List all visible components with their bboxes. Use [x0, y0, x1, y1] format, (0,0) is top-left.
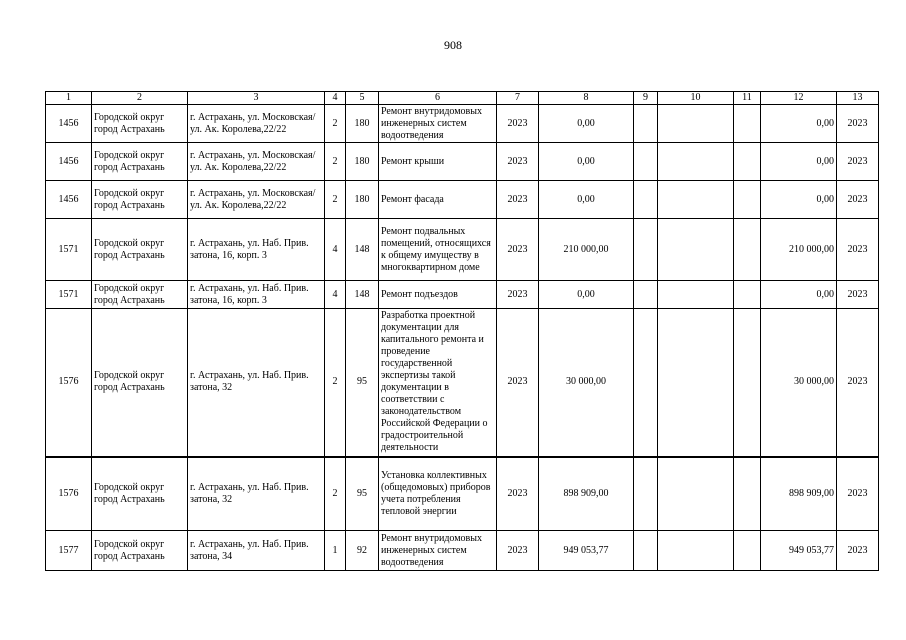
cell-work-type: Ремонт внутридомовых инженерных систем водоотведения	[379, 105, 497, 143]
column-header: 9	[634, 92, 658, 105]
cell-amount-total: 210 000,00	[761, 219, 837, 281]
cell-amount-total: 0,00	[761, 143, 837, 181]
cell-col4: 2	[325, 457, 346, 531]
cell-work-type: Ремонт внутридомовых инженерных систем водоотведения	[379, 531, 497, 571]
cell-col9	[634, 281, 658, 309]
cell-col5: 180	[346, 143, 379, 181]
cell-address: г. Астрахань, ул. Наб. Прив. затона, 16, корп. 3	[188, 281, 325, 309]
cell-col4: 1	[325, 531, 346, 571]
cell-address: г. Астрахань, ул. Московская/ ул. Ак. Королева,22/22	[188, 105, 325, 143]
table-row	[46, 281, 879, 309]
cell-year: 2023	[497, 457, 539, 531]
cell-work-type: Ремонт подвальных помещений, относящихся к общему имуществу в многоквартирном доме	[379, 219, 497, 281]
cell-municipality: Городской округ город Астрахань	[92, 105, 188, 143]
cell-municipality: Городской округ город Астрахань	[92, 457, 188, 531]
cell-col9	[634, 105, 658, 143]
cell-col9	[634, 531, 658, 571]
cell-amount: 949 053,77	[539, 531, 634, 571]
cell-col11	[734, 143, 761, 181]
cell-address: г. Астрахань, ул. Наб. Прив. затона, 32	[188, 309, 325, 457]
cell-col9	[634, 219, 658, 281]
cell-amount-total: 0,00	[761, 181, 837, 219]
cell-amount-total: 30 000,00	[761, 309, 837, 457]
cell-municipality: Городской округ город Астрахань	[92, 181, 188, 219]
cell-id: 1576	[46, 457, 92, 531]
cell-id: 1576	[46, 309, 92, 457]
column-header: 10	[658, 92, 734, 105]
cell-year: 2023	[497, 143, 539, 181]
cell-col5: 95	[346, 309, 379, 457]
column-header: 2	[92, 92, 188, 105]
cell-year: 2023	[497, 531, 539, 571]
cell-amount: 0,00	[539, 181, 634, 219]
cell-col5: 180	[346, 105, 379, 143]
cell-address: г. Астрахань, ул. Московская/ ул. Ак. Королева,22/22	[188, 143, 325, 181]
cell-amount: 210 000,00	[539, 219, 634, 281]
cell-col11	[734, 457, 761, 531]
cell-address: г. Астрахань, ул. Московская/ ул. Ак. Королева,22/22	[188, 181, 325, 219]
cell-end-year: 2023	[837, 105, 879, 143]
cell-col4: 2	[325, 105, 346, 143]
cell-address: г. Астрахань, ул. Наб. Прив. затона, 34	[188, 531, 325, 571]
cell-col5: 148	[346, 219, 379, 281]
cell-year: 2023	[497, 281, 539, 309]
table-row	[46, 105, 879, 143]
cell-col4: 2	[325, 181, 346, 219]
column-header: 7	[497, 92, 539, 105]
cell-col10	[658, 457, 734, 531]
cell-amount: 0,00	[539, 281, 634, 309]
cell-id: 1577	[46, 531, 92, 571]
cell-municipality: Городской округ город Астрахань	[92, 309, 188, 457]
cell-amount-total: 0,00	[761, 281, 837, 309]
cell-col4: 2	[325, 309, 346, 457]
table-row	[46, 531, 879, 571]
column-header: 13	[837, 92, 879, 105]
cell-col5: 92	[346, 531, 379, 571]
cell-col4: 4	[325, 219, 346, 281]
cell-col11	[734, 531, 761, 571]
cell-id: 1456	[46, 105, 92, 143]
cell-col10	[658, 143, 734, 181]
cell-end-year: 2023	[837, 181, 879, 219]
cell-col4: 4	[325, 281, 346, 309]
cell-id: 1571	[46, 281, 92, 309]
table-row	[46, 143, 879, 181]
table-row	[46, 219, 879, 281]
cell-municipality: Городской округ город Астрахань	[92, 143, 188, 181]
cell-col10	[658, 309, 734, 457]
column-header: 12	[761, 92, 837, 105]
cell-amount: 30 000,00	[539, 309, 634, 457]
cell-col11	[734, 181, 761, 219]
cell-amount-total: 0,00	[761, 105, 837, 143]
column-number-row	[46, 92, 879, 105]
cell-municipality: Городской округ город Астрахань	[92, 281, 188, 309]
column-header: 4	[325, 92, 346, 105]
cell-end-year: 2023	[837, 457, 879, 531]
cell-amount: 0,00	[539, 105, 634, 143]
cell-amount-total: 949 053,77	[761, 531, 837, 571]
cell-col4: 2	[325, 143, 346, 181]
column-header: 1	[46, 92, 92, 105]
cell-work-type: Ремонт крыши	[379, 143, 497, 181]
cell-work-type: Ремонт фасада	[379, 181, 497, 219]
cell-id: 1456	[46, 143, 92, 181]
column-header: 8	[539, 92, 634, 105]
cell-col9	[634, 181, 658, 219]
cell-end-year: 2023	[837, 219, 879, 281]
column-header: 3	[188, 92, 325, 105]
cell-col10	[658, 281, 734, 309]
column-header: 5	[346, 92, 379, 105]
cell-address: г. Астрахань, ул. Наб. Прив. затона, 32	[188, 457, 325, 531]
cell-col11	[734, 309, 761, 457]
cell-year: 2023	[497, 181, 539, 219]
cell-work-type: Установка коллективных (общедомовых) приборов учета потребления тепловой энергии	[379, 457, 497, 531]
cell-id: 1456	[46, 181, 92, 219]
cell-end-year: 2023	[837, 531, 879, 571]
cell-col11	[734, 105, 761, 143]
cell-municipality: Городской округ город Астрахань	[92, 531, 188, 571]
table-row	[46, 457, 879, 531]
cell-col5: 95	[346, 457, 379, 531]
table-row	[46, 181, 879, 219]
cell-amount-total: 898 909,00	[761, 457, 837, 531]
cell-col11	[734, 219, 761, 281]
cell-col10	[658, 219, 734, 281]
cell-amount: 0,00	[539, 143, 634, 181]
cell-col5: 148	[346, 281, 379, 309]
cell-year: 2023	[497, 309, 539, 457]
cell-amount: 898 909,00	[539, 457, 634, 531]
cell-col9	[634, 143, 658, 181]
cell-id: 1571	[46, 219, 92, 281]
cell-year: 2023	[497, 105, 539, 143]
cell-address: г. Астрахань, ул. Наб. Прив. затона, 16, корп. 3	[188, 219, 325, 281]
cell-col5: 180	[346, 181, 379, 219]
cell-col9	[634, 309, 658, 457]
cell-end-year: 2023	[837, 281, 879, 309]
capital-repair-table	[45, 91, 879, 571]
column-header: 11	[734, 92, 761, 105]
table-row	[46, 309, 879, 457]
cell-work-type: Разработка проектной документации для капитального ремонта и проведение государственной экспертизы такой документации в соответствии с законодательством Российской Федерации о градостроительной деятельности	[379, 309, 497, 457]
column-header: 6	[379, 92, 497, 105]
cell-col9	[634, 457, 658, 531]
page-number: 908	[444, 38, 462, 52]
cell-col11	[734, 281, 761, 309]
cell-col10	[658, 531, 734, 571]
cell-end-year: 2023	[837, 309, 879, 457]
cell-year: 2023	[497, 219, 539, 281]
cell-work-type: Ремонт подъездов	[379, 281, 497, 309]
cell-col10	[658, 181, 734, 219]
cell-col10	[658, 105, 734, 143]
cell-end-year: 2023	[837, 143, 879, 181]
cell-municipality: Городской округ город Астрахань	[92, 219, 188, 281]
